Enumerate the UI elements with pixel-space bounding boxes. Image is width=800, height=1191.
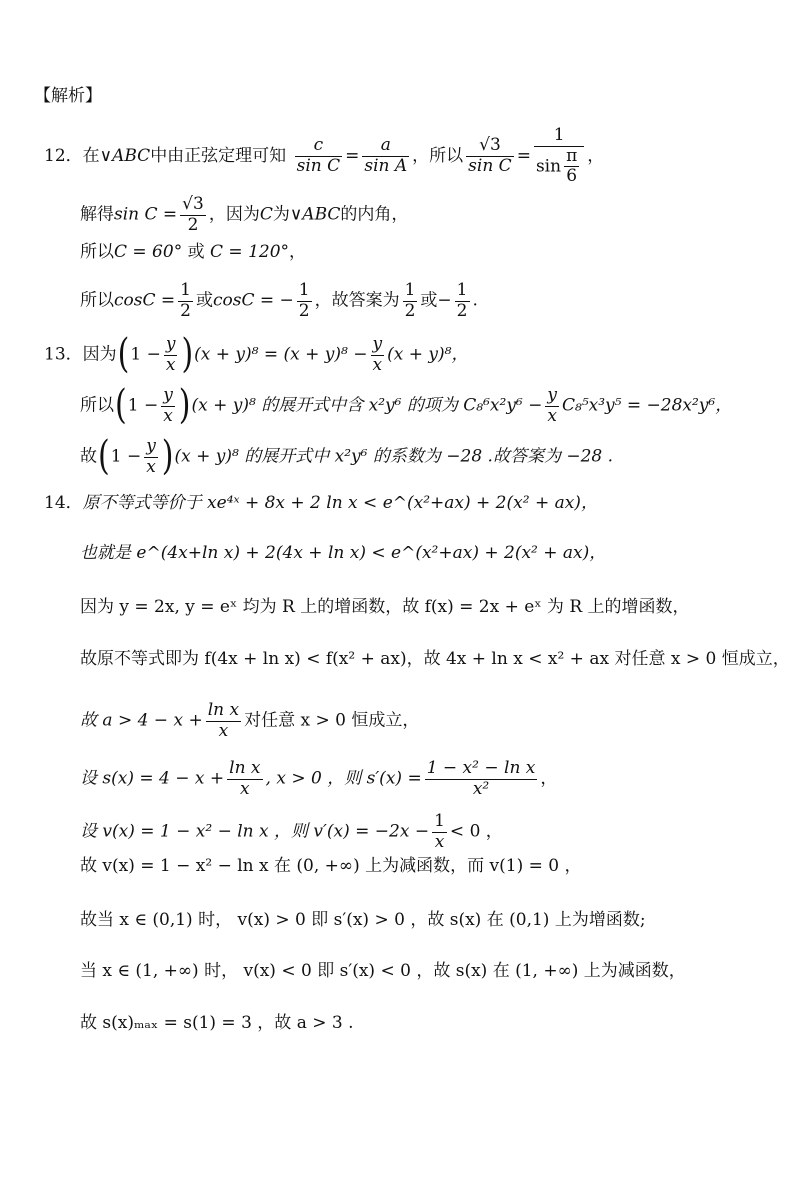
fraction: 1 sin $\frac{\pi}{6}$: [534, 126, 584, 187]
fraction: $\frac{\text{ln x}}{x}$: [207, 700, 240, 741]
fraction: $\frac{√3}{\text{sin C}}$: [468, 135, 512, 176]
fraction: $\frac{\text{ln x}}{x}$: [229, 758, 261, 799]
fraction: $\frac{1}{2}$: [456, 280, 468, 321]
q14-line1: 14．原不等式等价于 xe⁴ˣ + 8x + 2 ln x < e^(x²+ax) + 2(x² + ax)，: [44, 493, 598, 513]
fraction: $\frac{1}{2}$: [298, 280, 310, 321]
solution-heading: 【解析】: [34, 86, 102, 106]
q14-line3: 因为 y = 2x, y = eˣ 均为 R 上的增函数，故 f(x) = 2x + eˣ 为 R 上的增函数，: [80, 597, 690, 617]
fraction: $\frac{y}{x}$: [547, 385, 557, 426]
fraction: $\frac{y}{x}$: [163, 385, 173, 426]
q14-line2: 也就是 e^(4x+ln x) + 2(4x + ln x) < e^(x²+ax) + 2(x² + ax)，: [80, 543, 607, 563]
q13-line3: 故(1 − $\frac{y}{x}$ )(x + y)⁸ 的展开式中 x²y⁶ 的系数为 −28 .故答案为 −28 .: [80, 432, 614, 480]
q14-number: 14．: [44, 493, 83, 513]
fraction: $\frac{\text{1 − x² − ln x}}{\text{x²}}$: [426, 758, 536, 799]
fraction: $\frac{1}{2}$: [404, 280, 416, 321]
q12-line4: 所以cosC = $\frac{1}{2}$ 或cosC = − $\frac{1}{2}$ ，故答案为 $\frac{1}{2}$ 或− $\frac{1}{2}$ .: [80, 280, 478, 321]
q14-line10: 当 x ∈ (1, +∞) 时， v(x) < 0 即 s′(x) < 0 ，故 s(x) 在 (1, +∞) 上为减函数，: [80, 961, 686, 981]
q14-line5: 故 a > 4 − x + $\frac{\text{ln x}}{x}$ 对任意 x > 0 恒成立，: [80, 700, 420, 741]
q14-line9: 故当 x ∈ (0,1) 时， v(x) > 0 即 s′(x) > 0 ，故 s(x) 在 (0,1) 上为增函数;: [80, 910, 646, 930]
q14-line6: 设 s(x) = 4 − x + $\frac{\text{ln x}}{x}$ , x > 0 ，则 s′(x) = $\frac{\text{1 − x² − ln x}}{\text{x²}}$ ，: [80, 758, 558, 799]
q14-line7: 设 v(x) = 1 − x² − ln x ，则 v′(x) = −2x − $\frac{1}{x}$ < 0 ，: [80, 811, 503, 852]
fraction: $\frac{y}{x}$: [146, 436, 156, 477]
q14-line11: 故 s(x)ₘₐₓ = s(1) = 3 ，故 a > 3 .: [80, 1013, 354, 1033]
fraction: $\frac{1}{2}$: [180, 280, 191, 321]
q12-number: 12．: [44, 145, 83, 166]
fraction: $\frac{a}{\text{sin A}}$: [364, 135, 408, 176]
fraction: $\frac{c}{\text{sin C}}$: [296, 135, 341, 176]
q14-line4: 故原不等式即为 f(4x + ln x) < f(x² + ax)，故 4x + ln x < x² + ax 对任意 x > 0 恒成立，: [80, 649, 790, 669]
q14-line8: 故 v(x) = 1 − x² − ln x 在 (0, +∞) 上为减函数，而 v(1) = 0 ，: [80, 856, 582, 876]
fraction: $\frac{1}{x}$: [434, 811, 445, 852]
fraction: $\frac{y}{x}$: [165, 334, 176, 375]
q12-line2: 解得sin C = $\frac{√3}{2}$ ，因为C为∨ABC的内角，: [80, 194, 409, 235]
fraction: $\frac{y}{x}$: [372, 334, 383, 375]
q13-line1: 13．因为(1 − $\frac{y}{x}$ )(x + y)⁸ = (x + y)⁸ − $\frac{y}{x}$ (x + y)⁸，: [44, 330, 469, 378]
q13-line2: 所以(1 − $\frac{y}{x}$ )(x + y)⁸ 的展开式中含 x²y⁶ 的项为 C₈⁶x²y⁶ − $\frac{y}{x}$ C₈⁵x³y⁵ = −28x²y⁶，: [80, 381, 733, 429]
q12-line1: 12．在∨ABC中由正弦定理可知 $\frac{c}{\text{sin C}}$ = $\frac{a}{\text{sin A}}$ ，所以 $\frac{√3}{\text{sin C}}$ = 1 sin $\frac{\pi}{6}$ ，: [44, 125, 605, 187]
q13-number: 13．: [44, 344, 83, 365]
q12-line3: 所以C = 60° 或 C = 120°，: [80, 242, 307, 262]
fraction: $\frac{√3}{2}$: [182, 194, 204, 235]
